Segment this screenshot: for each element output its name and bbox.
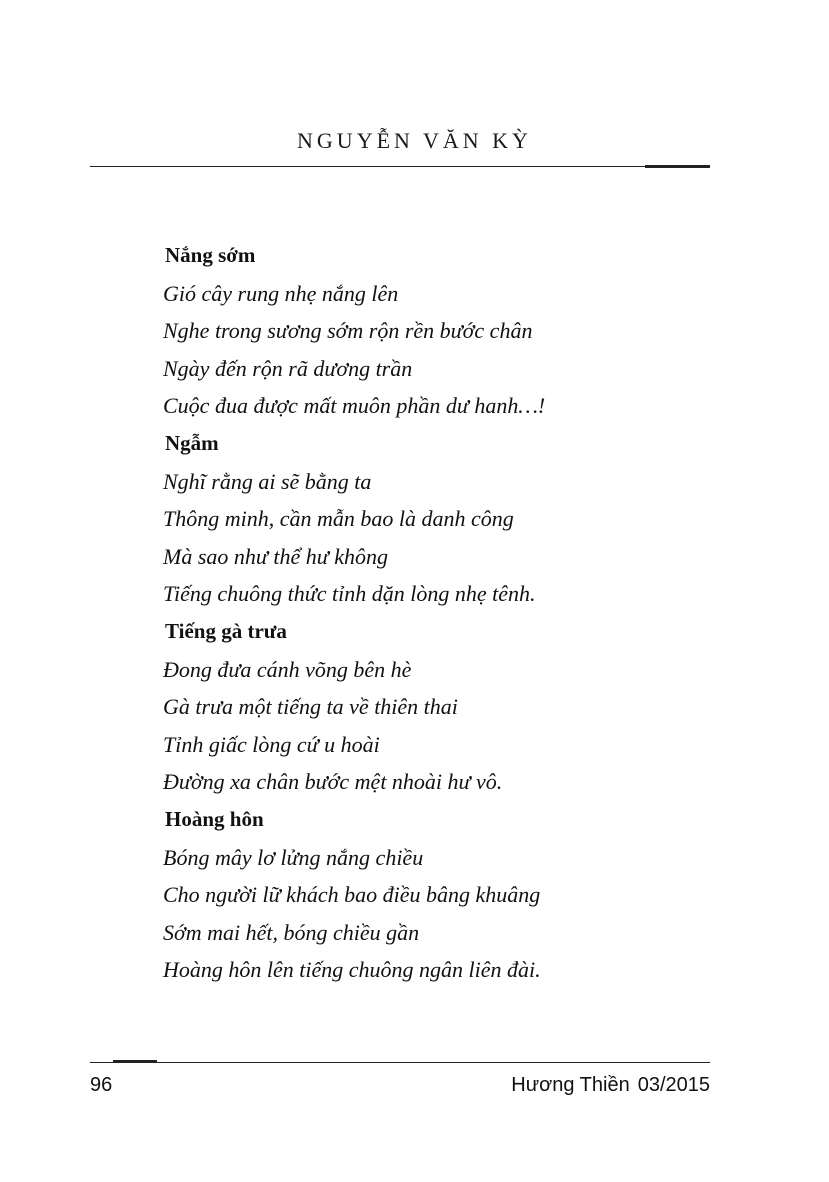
poem-line: Gà trưa một tiếng ta về thiên thai — [163, 694, 458, 720]
poem-line: Tiếng chuông thức tỉnh dặn lòng nhẹ tênh. — [163, 581, 536, 607]
issue-date: 03/2015 — [637, 1074, 710, 1096]
footer-rule-accent — [113, 1060, 157, 1063]
header-rule-accent — [645, 165, 710, 168]
publication-info — [511, 1073, 710, 1097]
poem-line: Nghĩ rằng ai sẽ bằng ta — [163, 468, 372, 494]
poem-title: Nắng sớm — [165, 243, 256, 267]
poem-collection — [163, 237, 723, 989]
header-rule — [90, 166, 710, 167]
footer-rule — [90, 1062, 710, 1063]
poem — [163, 613, 723, 801]
poem-line: Gió cây rung nhẹ nắng lên — [163, 280, 399, 306]
page-number: 96 — [90, 1074, 113, 1096]
poem-line: Đong đưa cánh võng bên hè — [163, 656, 412, 682]
poem-title: Hoàng hôn — [165, 806, 264, 831]
poem-line: Thông minh, cần mẫn bao là danh công — [163, 506, 514, 532]
poem-line: Cuộc đua được mất muôn phần dư hanh…! — [163, 393, 546, 419]
publication-name: Hương Thiền — [511, 1074, 630, 1096]
poem-line: Hoàng hôn lên tiếng chuông ngân liên đài. — [163, 957, 541, 983]
author-name: NGUYỄN VĂN KỲ — [297, 128, 532, 153]
poem-line: Sớm mai hết, bóng chiều gần — [163, 919, 420, 945]
poem-line: Mà sao như thể hư không — [163, 543, 389, 569]
poem-line: Ngày đến rộn rã dương trần — [163, 355, 413, 381]
poem — [163, 801, 723, 989]
poem — [163, 425, 723, 613]
poem — [163, 237, 723, 425]
poem-title: Ngẫm — [165, 430, 219, 455]
poem-line: Cho người lữ khách bao điều bâng khuâng — [163, 882, 541, 908]
poem-line: Tỉnh giấc lòng cứ u hoài — [163, 731, 380, 757]
poem-line: Nghe trong sương sớm rộn rền bước chân — [163, 318, 533, 344]
poem-line: Đường xa chân bước mệt nhoài hư vô. — [163, 769, 503, 795]
poem-title: Tiếng gà trưa — [165, 618, 287, 643]
poem-line: Bóng mây lơ lửng nắng chiều — [163, 844, 424, 870]
